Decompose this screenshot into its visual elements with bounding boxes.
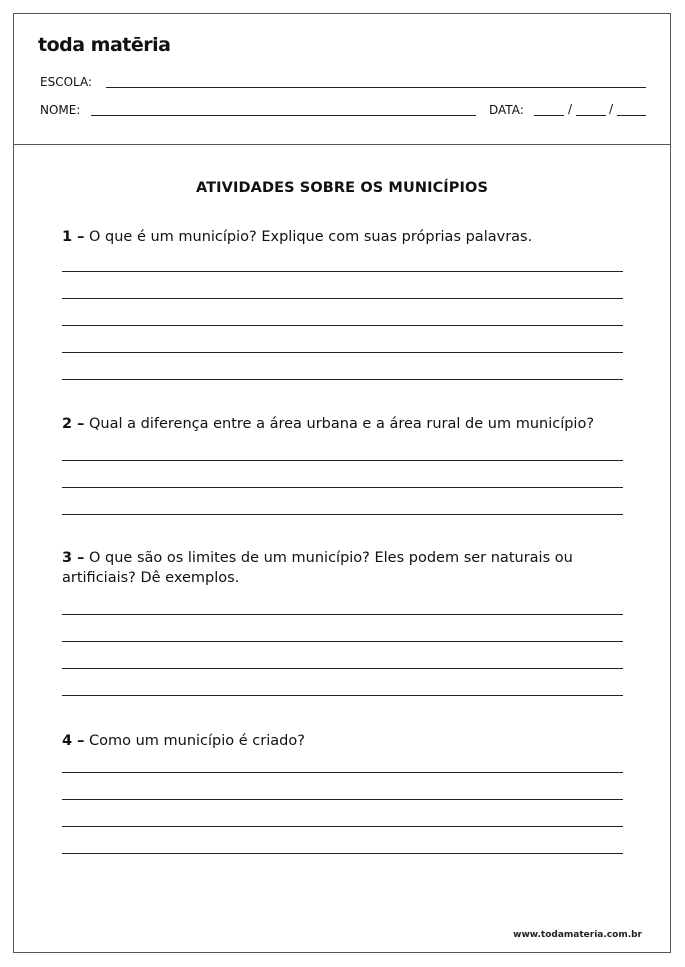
answer-line[interactable] (62, 379, 623, 380)
answer-line[interactable] (62, 641, 623, 642)
date-year-field[interactable] (617, 115, 646, 116)
worksheet-header (14, 14, 670, 145)
date-separator: / (609, 102, 614, 116)
answer-line[interactable] (62, 668, 623, 669)
answer-line[interactable] (62, 460, 623, 461)
answer-line[interactable] (62, 352, 623, 353)
question-number: 1 – (62, 229, 85, 245)
question-text: O que são os limites de um município? Eles podem ser naturais ou artificiais? Dê exemplos. (62, 550, 573, 586)
answer-line[interactable] (62, 271, 623, 272)
worksheet-page (13, 13, 671, 953)
answer-line[interactable] (62, 799, 623, 800)
question-text: Como um município é criado? (84, 733, 305, 749)
question-number: 2 – (62, 416, 85, 432)
question-text: Qual a diferença entre a área urbana e a área rural de um município? (84, 416, 595, 432)
answer-line[interactable] (62, 514, 623, 515)
answer-line[interactable] (62, 853, 623, 854)
question-number: 3 – (62, 550, 85, 566)
question-1 (62, 227, 622, 247)
date-separator: / (568, 102, 573, 116)
toda-materia-logo: toda matēria (38, 34, 171, 56)
answer-line[interactable] (62, 772, 623, 773)
nome-label: NOME: (40, 103, 81, 117)
date-month-field[interactable] (576, 115, 606, 116)
answer-line[interactable] (62, 487, 623, 488)
date-day-field[interactable] (534, 115, 564, 116)
answer-line[interactable] (62, 298, 623, 299)
escola-label: ESCOLA: (40, 75, 93, 89)
question-3 (62, 548, 622, 588)
answer-line[interactable] (62, 614, 623, 615)
question-number: 4 – (62, 733, 85, 749)
answer-line[interactable] (62, 325, 623, 326)
nome-field[interactable] (91, 115, 476, 116)
footer-website-url: www.todamateria.com.br (513, 930, 642, 940)
page-title: ATIVIDADES SOBRE OS MUNICÍPIOS (195, 180, 488, 196)
data-label: DATA: (489, 103, 524, 117)
answer-line[interactable] (62, 826, 623, 827)
question-2 (62, 414, 622, 434)
escola-field[interactable] (106, 87, 646, 88)
question-text: O que é um município? Explique com suas próprias palavras. (84, 229, 533, 245)
answer-line[interactable] (62, 695, 623, 696)
question-4 (62, 731, 622, 751)
